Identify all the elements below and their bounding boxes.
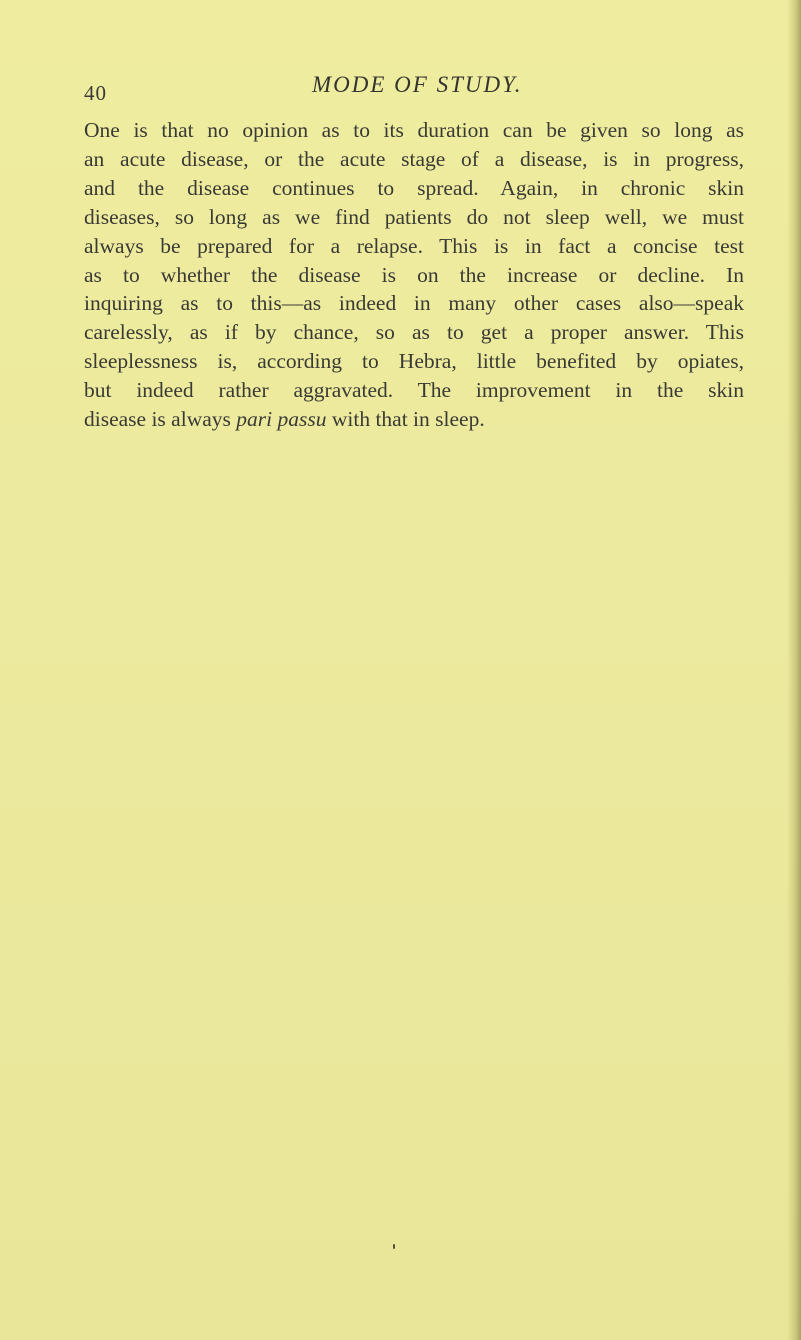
text-line: and the disease continues to spread. Again, in chronic skin: [84, 175, 744, 200]
page-edge-shadow: [787, 0, 801, 1340]
text-line: inquiring as to this—as indeed in many other cases also—speak: [84, 291, 744, 316]
text-line: always be prepared for a relapse. This is in fact a concise test: [84, 233, 744, 258]
text-line: but indeed rather aggravated. The improvement in the skin: [84, 378, 744, 403]
text-segment: disease is always: [84, 407, 237, 432]
text-line: an acute disease, or the acute stage of a disease, is in progress,: [84, 146, 744, 171]
text-line: diseases, so long as we find patients do not sleep well, we must: [84, 204, 744, 229]
paper-speck: [393, 1244, 395, 1249]
text-line: sleeplessness is, according to Hebra, little benefited by opiates,: [84, 349, 744, 374]
text-line-last: [84, 405, 744, 434]
page-number: 40: [84, 81, 107, 105]
text-line: as to whether the disease is on the increase or decline. In: [84, 262, 744, 287]
running-head: MODE OF STUDY.: [312, 72, 523, 97]
text-line: One is that no opinion as to its duration can be given so long as: [84, 118, 744, 142]
latin-phrase: pari passu: [236, 407, 327, 432]
body-paragraph: [84, 116, 744, 434]
text-line: carelessly, as if by chance, so as to get a proper answer. This: [84, 320, 744, 345]
text-segment: with that in sleep.: [326, 407, 485, 432]
